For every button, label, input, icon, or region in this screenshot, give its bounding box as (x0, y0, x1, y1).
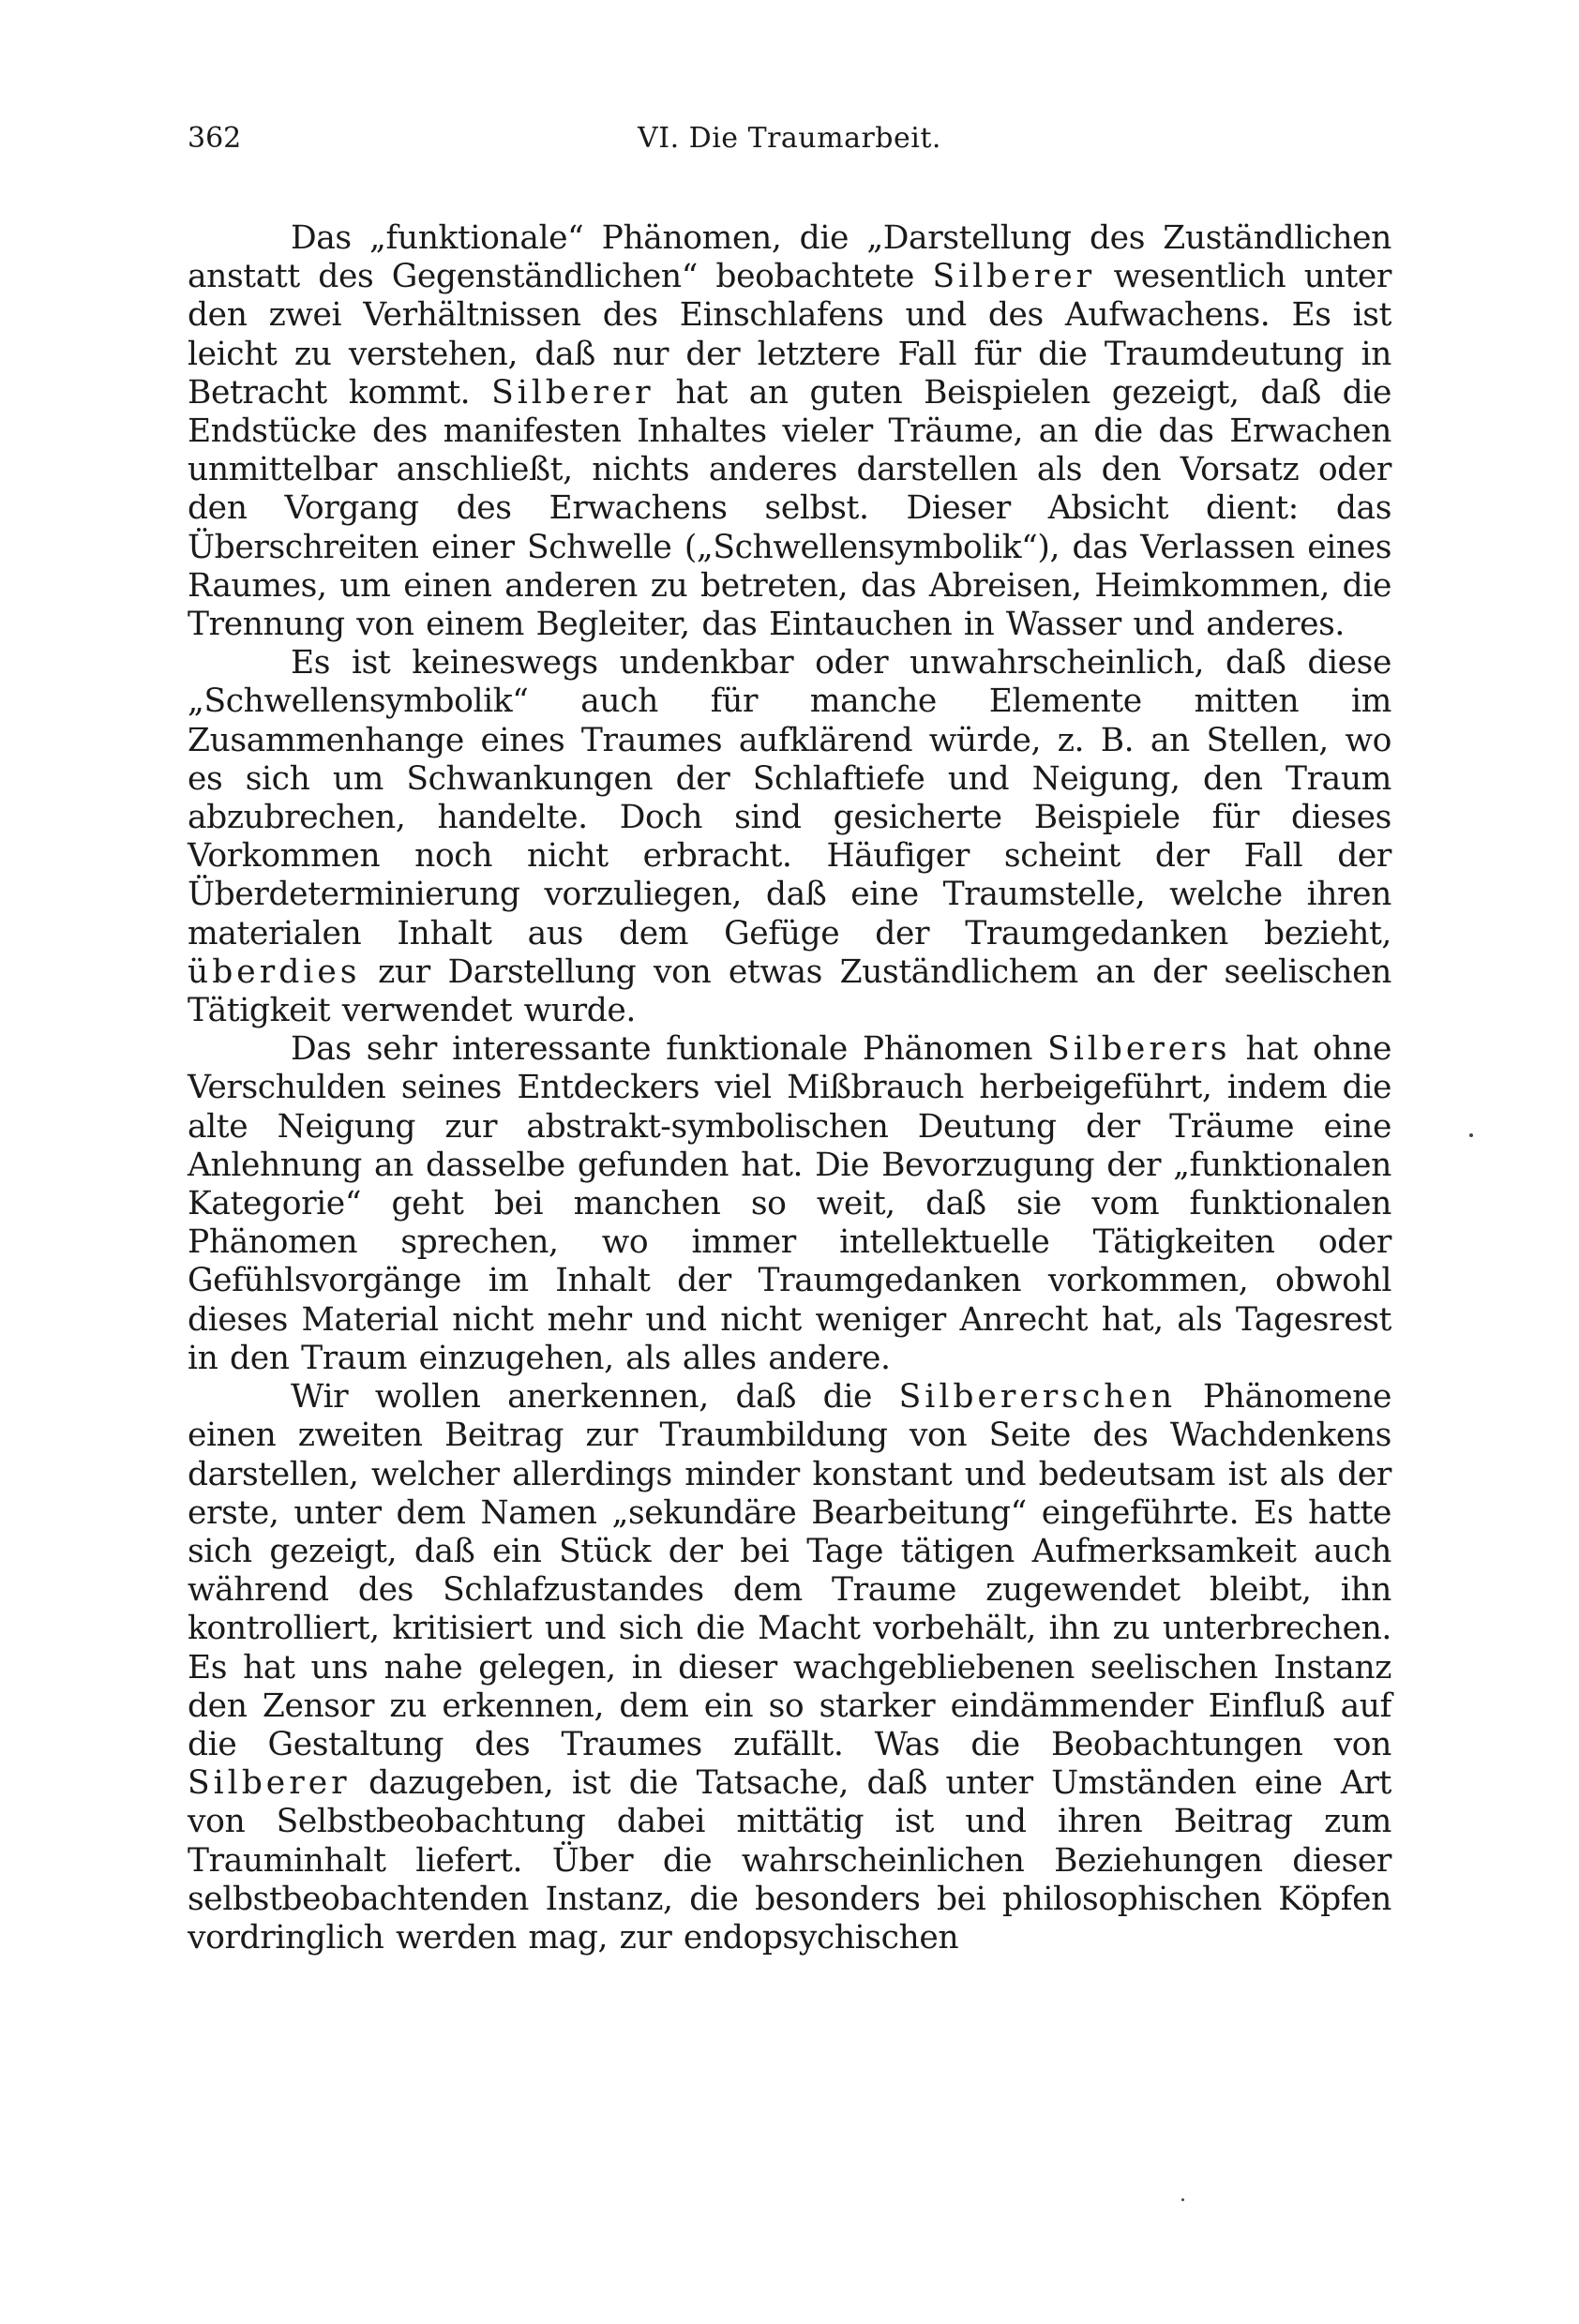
book-page (188, 122, 1391, 1957)
page-number: 362 (188, 122, 242, 155)
scan-speck (1181, 2198, 1184, 2201)
text-run: Das sehr interessante funktionale Phänomen (291, 1030, 1048, 1069)
scan-speck (1469, 1133, 1473, 1137)
text-run: hat ohne Verschulden seines Entdeckers viel Mißbrauch herbeigeführt, indem die alte Neigung zur abstrakt-symbolischen Deutung der Träume eine Anlehnung an dasselbe gefunden hat. Die Bevorzugung der „funktionalen Kategorie“ geht bei manchen so weit, daß sie vom funktionalen Phänomen sprechen, wo immer intellektuelle Tätigkeiten oder Gefühlsvorgänge im Inhalt der Traumgedanken vorkommen, obwohl dieses Material nicht mehr und nicht weniger Anrecht hat, als Tagesrest in den Traum einzugehen, als alles andere. (188, 1030, 1391, 1377)
paragraph (188, 219, 1391, 644)
spaced-name: Silberers (1047, 1030, 1231, 1069)
chapter-title: VI. Die Traumarbeit. (638, 122, 941, 155)
running-head (188, 122, 1391, 178)
text-run: zur Darstellung von etwas Zuständlichem an der seelischen Tätigkeit verwendet wurde. (188, 952, 1391, 1030)
text-run: dazugeben, ist die Tatsache, daß unter Umständen eine Art von Selbstbeobachtung dabei mittätig ist und ihren Beitrag zum Trauminhalt liefert. Über die wahrscheinlichen Beziehungen dieser selbstbeobachtenden Instanz, die besonders bei philosophischen Köpfen vordringlich werden mag, zur endopsychischen (188, 1764, 1391, 1957)
text-run: Wir wollen anerkennen, daß die (291, 1378, 899, 1417)
paragraph (188, 644, 1391, 1030)
paragraph (188, 1030, 1391, 1378)
text-run: Phänomene einen zweiten Beitrag zur Traumbildung von Seite des Wachdenkens darstellen, welcher allerdings minder konstant und bedeutsam ist als der erste, unter dem Namen „sekundäre Bearbeitung“ eingeführte. Es hatte sich gezeigt, daß ein Stück der bei Tage tätigen Aufmerksamkeit auch während des Schlafzustandes dem Traume zugewendet bleibt, ihn kontrolliert, kritisiert und sich die Macht vorbehält, ihn zu unterbrechen. Es hat uns nahe gelegen, in dieser wachgebliebenen seelischen Instanz den Zensor zu erkennen, dem ein so starker eindämmender Einfluß auf die Gestaltung des Traumes zufällt. Was die Beobachtungen von (188, 1378, 1391, 1763)
paragraph (188, 1378, 1391, 1957)
text-run: wesentlich unter den zwei Verhältnissen des Einschlafens und des Aufwachens. Es ist leicht zu verstehen, daß nur der letztere Fall für die Traumdeutung in Betracht kommt. (188, 258, 1391, 412)
spaced-name: überdies (188, 952, 361, 991)
spaced-name: Silbererschen (898, 1378, 1177, 1417)
text-run: Es ist keineswegs undenkbar oder unwahrscheinlich, daß diese „Schwellensymbolik“ auch für manche Elemente mitten im Zusammenhange eines Traumes aufklärend würde, z. B. an Stellen, wo es sich um Schwankungen der Schlaftiefe und Neigung, den Traum abzubrechen, handelte. Doch sind gesicherte Beispiele für dieses Vorkommen noch nicht erbracht. Häufiger scheint der Fall der Überdeterminierung vorzuliegen, daß eine Traumstelle, welche ihren materialen Inhalt aus dem Gefüge der Traumgedanken bezieht, (188, 644, 1391, 952)
spaced-name: Silberer (188, 1764, 351, 1803)
text-run: Das „funktionale“ Phänomen, die „Darstellung des Zuständlichen anstatt des Gegenständlichen“ beobachtete (188, 219, 1391, 296)
text-run: hat an guten Beispielen gezeigt, daß die Endstücke des manifesten Inhaltes vieler Träume, an die das Erwachen unmittelbar anschließt, nichts anderes darstellen als den Vorsatz oder den Vorgang des Erwachens selbst. Dieser Absicht dient: das Überschreiten einer Schwelle („Schwellensymbolik“), das Verlassen eines Raumes, um einen anderen zu betreten, das Abreisen, Heimkommen, die Trennung von einem Begleiter, das Eintauchen in Wasser und anderes. (188, 373, 1391, 644)
spaced-name: Silberer (491, 373, 654, 412)
spaced-name: Silberer (932, 258, 1096, 296)
body-text (188, 219, 1391, 1957)
